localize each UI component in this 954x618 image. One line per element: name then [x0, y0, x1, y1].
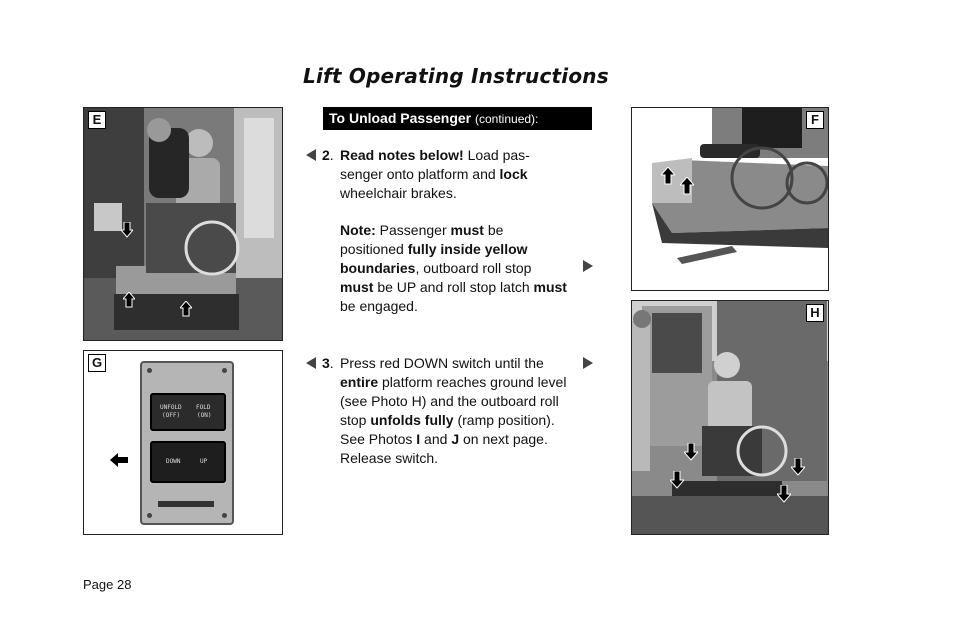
photo-f — [631, 107, 829, 291]
section-banner — [323, 107, 592, 130]
arrow-down-icon — [777, 485, 791, 503]
text-run: must — [450, 222, 484, 238]
text-run: , outboard roll stop — [415, 260, 532, 276]
down-up-switch[interactable]: DOWN UP — [150, 441, 226, 483]
photo-g — [83, 350, 283, 535]
text-run: platform reaches ground level (see Photo H) and the outboard roll stop — [340, 374, 567, 428]
text-run: must — [340, 279, 374, 295]
photo-h-image — [632, 301, 828, 534]
banner-title: To Unload Passenger — [329, 110, 472, 126]
arrow-down-icon — [121, 222, 133, 238]
text-run: Read notes below! — [340, 147, 464, 163]
step-2: 2. — [322, 147, 334, 163]
step-number: 2 — [322, 147, 330, 163]
text-run: be positioned — [340, 222, 504, 257]
arrow-down-icon — [670, 471, 684, 489]
pointer-right-icon — [583, 357, 593, 369]
step-number: 3 — [322, 355, 330, 371]
text-run: Load pas-senger onto platform and — [340, 147, 530, 182]
text-run: fully inside yellow boundaries — [340, 241, 528, 276]
text-run: Press red DOWN switch until the — [340, 355, 544, 371]
text-run: Note: — [340, 222, 376, 238]
text-run: I — [416, 431, 421, 447]
step-2-paragraph-1 — [340, 146, 570, 203]
page-number: Page 28 — [83, 577, 132, 592]
arrow-up-icon — [680, 177, 694, 195]
step-3-paragraph — [340, 354, 582, 468]
text-run: on next page. Release switch. — [340, 431, 548, 466]
banner-subtitle: (continued): — [475, 112, 539, 126]
switch-panel — [140, 361, 234, 525]
text-run: lock — [499, 166, 528, 182]
text-run: be engaged. — [340, 298, 418, 314]
arrow-down-icon — [684, 443, 698, 461]
arrow-left-icon — [110, 453, 128, 467]
text-run: Passenger — [375, 222, 451, 238]
page-title: Lift Operating Instructions — [303, 64, 609, 88]
text-run: unfolds fully — [370, 412, 454, 428]
arrow-up-icon — [180, 301, 192, 317]
arrow-up-icon — [123, 292, 135, 308]
pointer-right-icon — [583, 260, 593, 272]
photo-h — [631, 300, 829, 535]
photo-f-image — [632, 108, 828, 290]
text-run: must — [533, 279, 567, 295]
text-run: J — [451, 431, 460, 447]
photo-label-h: H — [806, 304, 824, 322]
text-run: entire — [340, 374, 379, 390]
manufacturer-logo — [158, 501, 214, 507]
arrow-down-icon — [791, 458, 805, 476]
photo-e — [83, 107, 283, 341]
text-run: be UP and roll stop latch — [373, 279, 534, 295]
text-run: wheelchair brakes. — [340, 185, 457, 201]
photo-label-f: F — [806, 111, 824, 129]
pointer-left-icon — [306, 149, 316, 161]
arrow-up-icon — [661, 167, 675, 185]
unfold-fold-switch[interactable]: UNFOLD (OFF) FOLD (ON) — [150, 393, 226, 431]
step-3: 3. — [322, 355, 334, 371]
step-2-note — [340, 221, 568, 316]
pointer-left-icon — [306, 357, 316, 369]
photo-label-g: G — [88, 354, 106, 372]
text-run: and — [420, 431, 452, 447]
photo-label-e: E — [88, 111, 106, 129]
text-run: (ramp position). See Photos — [340, 412, 555, 447]
